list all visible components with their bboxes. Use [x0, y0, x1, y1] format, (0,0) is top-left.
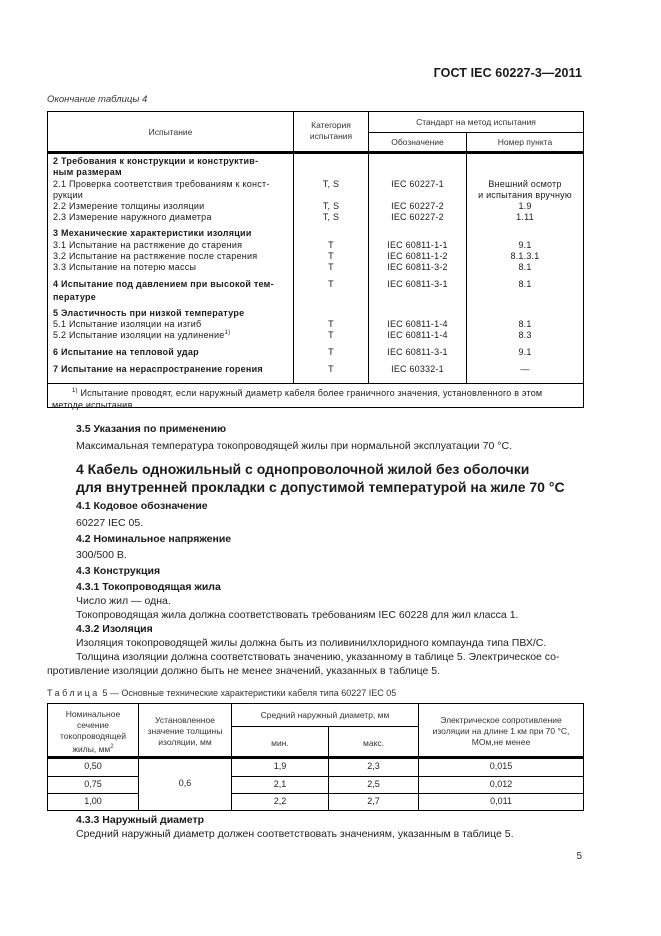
- footnote-divider: [48, 383, 583, 384]
- row-designation: IEC 60811-3-1: [387, 347, 448, 357]
- header-line: изоляции на длине 1 км при 70 °C,: [432, 726, 570, 736]
- row-designation: IEC 60227-2: [391, 201, 444, 211]
- cell-resistance: 0,011: [490, 796, 512, 806]
- row-text: 2.3 Измерение наружного диаметра: [53, 212, 212, 222]
- superscript: 2: [110, 744, 114, 750]
- row-text: 2.1 Проверка соответствия требованиям к конст-: [53, 179, 270, 189]
- table5-caption-label: Таблица: [47, 688, 100, 698]
- section-4-title-line2: для внутренней прокладки с допустимой температурой на жиле 70 °C: [76, 479, 565, 495]
- row-text: рукции: [53, 190, 84, 200]
- section-4-3-2-text2: Толщина изоляции должна соответствовать значению, указанному в таблице 5. Электрическое со-: [76, 651, 560, 663]
- row-designation: IEC 60227-1: [391, 179, 444, 189]
- col-header-category: Категория испытания: [309, 120, 353, 141]
- row-clause: 9.1: [518, 347, 532, 357]
- section-4-3-2-title: 4.3.2 Изоляция: [76, 623, 153, 635]
- row-designation: IEC 60811-3-2: [387, 262, 448, 272]
- section-4-3-3-title: 4.3.3 Наружный диаметр: [76, 814, 205, 826]
- section-4-3-3-text: Средний наружный диаметр должен соответствовать значениям, указанным в таблице 5.: [76, 828, 514, 840]
- cell-section: 1,00: [84, 796, 102, 806]
- section-4-title-line1: 4 Кабель одножильный с однопроволочной жилой без оболочки: [76, 461, 530, 477]
- row-text: 5.1 Испытание изоляции на изгиб: [53, 319, 202, 329]
- row-clause: 8.1: [518, 262, 532, 272]
- col-header-section: [48, 709, 138, 755]
- cell-max: 2,3: [367, 761, 380, 771]
- col-header-standard: Стандарт на метод испытания: [416, 117, 536, 127]
- row-category: T, S: [322, 201, 340, 211]
- row-text: 2.2 Измерение толщины изоляции: [53, 201, 205, 211]
- header-line: токопроводящей: [59, 731, 127, 741]
- row-clause: 1.9: [518, 201, 532, 211]
- header-line: Установленное: [155, 715, 215, 725]
- col-header-designation: Обозначение: [391, 137, 444, 147]
- section-4-1-text: 60227 IEC 05.: [76, 517, 144, 529]
- table-5: [47, 703, 584, 811]
- cell-resistance: 0,015: [489, 761, 513, 771]
- section-4-3-2-text1: Изоляция токопроводящей жилы должна быть из поливинилхлоридного компаунда типа ПВХ/С.: [76, 637, 547, 649]
- footnote-mark: 1): [72, 388, 78, 394]
- thickness-value: 0,6: [178, 778, 192, 788]
- row-designation: IEC 60811-1-1: [387, 240, 448, 250]
- row-clause: 1.11: [516, 212, 534, 222]
- row-clause: 8.1.3.1: [510, 251, 540, 261]
- cell-min: 2,1: [273, 779, 287, 789]
- header-line: изоляции, мм: [158, 737, 212, 747]
- row-text: 3.2 Испытание на растяжение после старения: [53, 251, 258, 261]
- row-text: 7 Испытание на нераспространение горения: [53, 364, 263, 374]
- col-header-thickness: [139, 715, 231, 748]
- row-category: T: [328, 364, 334, 374]
- table5-caption-text: 5 — Основные технические характеристики кабеля типа 60227 IEC 05: [102, 688, 397, 698]
- table4-footnote: [52, 385, 578, 411]
- section-4-1-title: 4.1 Кодовое обозначение: [76, 500, 208, 512]
- row-text: 6 Испытание на тепловой удар: [53, 347, 199, 357]
- document-header-id: ГОСТ IEC 60227-3—2011: [433, 66, 582, 80]
- row-text: ным размерам: [53, 167, 122, 177]
- row-clause: 8.1: [518, 279, 532, 289]
- row-designation: IEC 60332-1: [391, 364, 444, 374]
- row-clause: 9.1: [518, 240, 532, 250]
- section-4-3-1-title: 4.3.1 Токопроводящая жила: [76, 581, 221, 593]
- footnote-text: Испытание проводят, если наружный диаметр кабеля более граничного значения, установленного в этом: [80, 388, 543, 398]
- row-text: 3 Механические характеристики изоляции: [53, 228, 252, 238]
- row-clause: и испытания вручную: [478, 190, 572, 200]
- col-header-diameter: Средний наружный диаметр, мм: [260, 710, 390, 720]
- table5-caption: [47, 688, 396, 698]
- cell-min: 1,9: [273, 761, 287, 771]
- page-number: 5: [576, 851, 582, 862]
- row-designation: IEC 60811-3-1: [387, 279, 448, 289]
- row-category: T, S: [322, 179, 340, 189]
- row-category: T: [328, 319, 334, 329]
- header-line: Номинальное: [65, 709, 121, 719]
- col-header-test: Испытание: [148, 127, 193, 137]
- section-4-3-1-text1: Число жил — одна.: [76, 595, 171, 607]
- row-text: 2 Требования к конструкции и конструктив-: [53, 156, 259, 166]
- col-header-min: мин.: [271, 738, 289, 748]
- row-divider: [232, 793, 583, 794]
- divider: [369, 132, 583, 133]
- header-line-text: жилы, мм: [72, 743, 111, 754]
- row-category: T: [328, 240, 334, 250]
- row-designation: IEC 60811-1-4: [387, 330, 448, 340]
- row-text: [53, 330, 230, 340]
- table4-caption: Окончание таблицы 4: [47, 94, 148, 105]
- footnote-text-cont: методе испытания.: [52, 400, 136, 410]
- row-category: T: [328, 330, 334, 340]
- section-3-5-title: 3.5 Указания по применению: [76, 423, 227, 435]
- section-4-3-title: 4.3 Конструкция: [76, 565, 161, 577]
- row-clause: 8.3: [518, 330, 532, 340]
- header-line: значение толщины: [147, 726, 223, 736]
- cell-section: 0,75: [84, 779, 102, 789]
- row-category: T: [328, 251, 334, 261]
- row-clause: —: [520, 364, 530, 374]
- cell-max: 2,5: [367, 779, 380, 789]
- header-line: Электрическое сопротивление: [440, 715, 562, 725]
- table-4: [47, 111, 584, 408]
- row-clause: Внешний осмотр: [488, 179, 562, 189]
- row-category: T: [328, 279, 334, 289]
- col-header-max: макс.: [363, 738, 384, 748]
- row-divider: [232, 776, 583, 777]
- cell-max: 2,7: [367, 796, 380, 806]
- header-line: сечение: [76, 720, 110, 730]
- row-divider: [48, 776, 138, 777]
- row-text: 3.1 Испытание на растяжение до старения: [53, 240, 243, 250]
- section-4-2-text: 300/500 В.: [76, 549, 127, 561]
- footnote-ref: 1): [224, 330, 231, 336]
- row-designation: IEC 60811-1-4: [387, 319, 448, 329]
- section-4-3-2-text3: противление изоляции должно быть не менее значений, указанных в таблице 5.: [47, 665, 441, 677]
- row-category: T: [328, 347, 334, 357]
- cell-resistance: 0,012: [489, 779, 513, 789]
- row-clause: 8.1: [518, 319, 532, 329]
- section-3-5-text: Максимальная температура токопроводящей жилы при нормальной эксплуатации 70 °C.: [76, 440, 512, 452]
- row-text-label: 5.2 Испытание изоляции на удлинение: [53, 330, 225, 340]
- row-text: 4 Испытание под давлением при высокой тем-: [53, 279, 274, 289]
- row-designation: IEC 60227-2: [391, 212, 444, 222]
- header-line: МОм,не менее: [471, 737, 531, 747]
- header-divider: [48, 756, 583, 759]
- row-divider: [48, 793, 138, 794]
- section-4-2-title: 4.2 Номинальное напряжение: [76, 533, 232, 545]
- row-category: T: [328, 262, 334, 272]
- row-designation: IEC 60811-1-2: [387, 251, 448, 261]
- section-4-3-1-text2: Токопроводящая жила должна соответствовать требованиям IEC 60228 для жил класса 1.: [76, 609, 519, 621]
- divider: [232, 726, 418, 727]
- row-text: 5 Эластичность при низкой температуре: [53, 308, 245, 318]
- row-category: T, S: [322, 212, 340, 222]
- header-line: [48, 742, 138, 755]
- cell-section: 0,50: [84, 761, 102, 771]
- header-divider: [48, 151, 583, 154]
- row-text: пературе: [53, 292, 96, 302]
- col-header-resistance: [419, 715, 583, 748]
- cell-min: 2,2: [273, 796, 287, 806]
- row-text: 3.3 Испытание на потерю массы: [53, 262, 197, 272]
- col-header-clause: Номер пункта: [497, 137, 553, 147]
